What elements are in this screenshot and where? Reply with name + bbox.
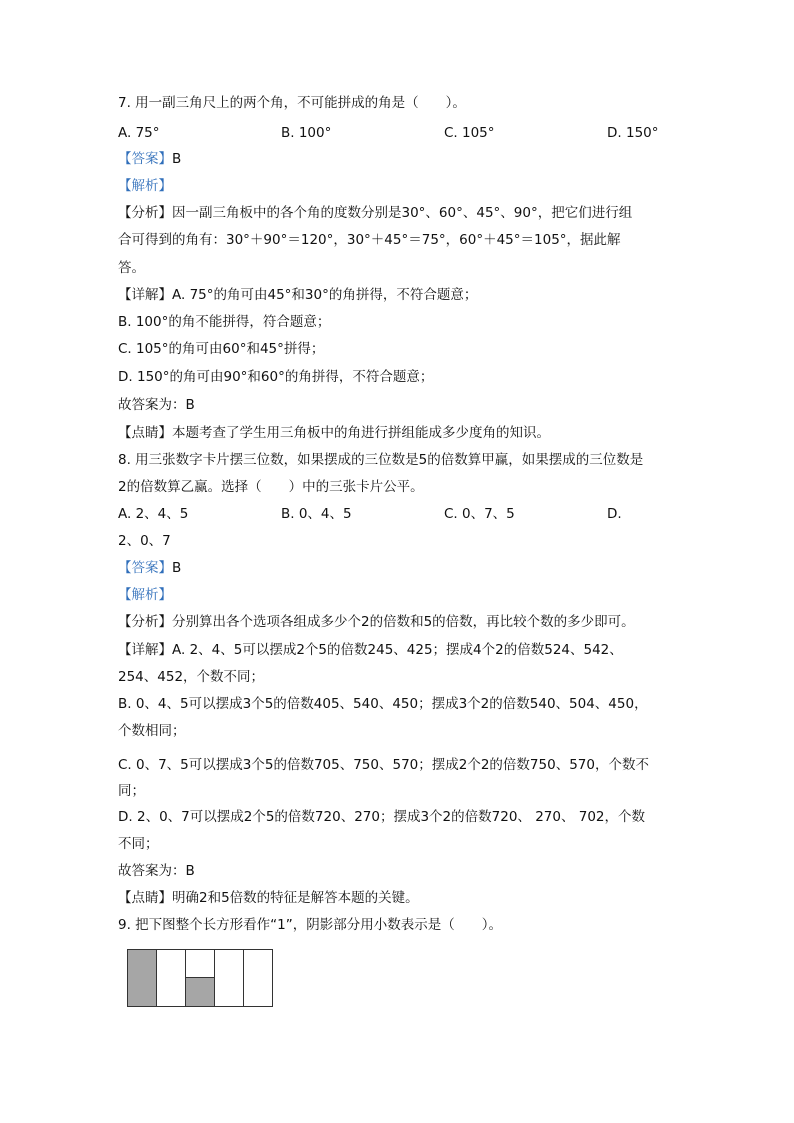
q8-xiangjie-line — [118, 641, 623, 659]
q7-xiangjie-line: C. 105°的角可由60°和45°拼得； — [118, 341, 325, 357]
blank-column — [244, 950, 272, 1006]
q8-option-a: A. 2、4、5 — [118, 506, 189, 522]
shaded-column — [128, 950, 157, 1006]
q7-xiangjie-line — [118, 286, 477, 304]
q7-option-b: B. 100° — [281, 125, 332, 141]
answer-label: 【答案】 — [118, 151, 172, 167]
q8-option-d: D. — [607, 506, 622, 522]
q8-analysis-label: 【解析】 — [118, 587, 172, 603]
fenxi-label: 【分析】 — [118, 614, 172, 630]
q7-fenxi-line — [118, 204, 632, 222]
q7-analysis-label: 【解析】 — [118, 178, 172, 194]
half-shaded-column — [186, 950, 215, 1006]
q8-fenxi — [118, 613, 635, 631]
q8-option-d-values: 2、0、7 — [118, 533, 171, 549]
blank-column — [215, 950, 244, 1006]
fenxi-text: 分别算出各个选项各组成多少个2的倍数和5的倍数，再比较个数的多少即可。 — [172, 614, 635, 630]
dianjing-label: 【点睛】 — [118, 890, 172, 906]
q7-fenxi-line: 答。 — [118, 260, 145, 276]
xiangjie-label: 【详解】 — [118, 287, 172, 303]
answer-label: 【答案】 — [118, 560, 172, 576]
q9-stem: 9. 把下图整个长方形看作“1”，阴影部分用小数表示是（ ）。 — [118, 917, 502, 933]
q8-answer — [118, 559, 181, 577]
q8-xiangjie-line: B. 0、4、5可以摆成3个5的倍数405、540、450；摆成3个2的倍数540、504、450， — [118, 696, 648, 712]
answer-value: B — [172, 560, 182, 576]
q8-conclusion: 故答案为：B — [118, 863, 195, 879]
q7-option-c: C. 105° — [444, 125, 495, 141]
q8-xiangjie-line: 同； — [118, 783, 145, 799]
fenxi-label: 【分析】 — [118, 205, 172, 221]
xiangjie-text: A. 75°的角可由45°和30°的角拼得，不符合题意； — [172, 287, 478, 303]
q7-option-a: A. 75° — [118, 125, 160, 141]
q8-xiangjie-line: D. 2、0、7可以摆成2个5的倍数720、270；摆成3个2的倍数720、 270、 702，个数 — [118, 809, 646, 825]
q7-stem: 7. 用一副三角尺上的两个角，不可能拼成的角是（ ）。 — [118, 95, 466, 111]
dianjing-text: 本题考查了学生用三角板中的角进行拼组能成多少度角的知识。 — [172, 425, 550, 441]
q7-xiangjie-line: D. 150°的角可由90°和60°的角拼得，不符合题意； — [118, 369, 434, 385]
fenxi-text: 因一副三角板中的各个角的度数分别是30°、60°、45°、90°，把它们进行组 — [172, 205, 633, 221]
answer-value: B — [172, 151, 182, 167]
q7-answer — [118, 150, 181, 168]
q8-xiangjie-line: C. 0、7、5可以摆成3个5的倍数705、750、570；摆成2个2的倍数750、570，个数不 — [118, 757, 649, 773]
q8-option-b: B. 0、4、5 — [281, 506, 352, 522]
q8-option-c: C. 0、7、5 — [444, 506, 515, 522]
dianjing-text: 明确2和5倍数的特征是解答本题的关键。 — [172, 890, 419, 906]
q7-option-d: D. 150° — [607, 125, 659, 141]
q8-xiangjie-line: 不同； — [118, 836, 159, 852]
xiangjie-text: A. 2、4、5可以摆成2个5的倍数245、425；摆成4个2的倍数524、542、 — [172, 642, 623, 658]
dianjing-label: 【点睛】 — [118, 425, 172, 441]
blank-column — [157, 950, 186, 1006]
q8-xiangjie-line: 254、452，个数不同； — [118, 669, 265, 685]
q8-stem-line: 2的倍数算乙赢。选择（ ）中的三张卡片公平。 — [118, 479, 424, 495]
rectangle-figure — [127, 949, 273, 1007]
q8-dianjing — [118, 889, 419, 907]
q8-stem-line: 8. 用三张数字卡片摆三位数，如果摆成的三位数是5的倍数算甲赢，如果摆成的三位数是 — [118, 452, 644, 468]
q7-fenxi-line: 合可得到的角有：30°＋90°＝120°，30°＋45°＝75°，60°＋45°＝105°，据此解 — [118, 232, 621, 248]
q7-conclusion: 故答案为：B — [118, 397, 195, 413]
xiangjie-label: 【详解】 — [118, 642, 172, 658]
q7-xiangjie-line: B. 100°的角不能拼得，符合题意； — [118, 314, 331, 330]
q7-dianjing — [118, 424, 550, 442]
shaded-half — [186, 977, 214, 1006]
q8-xiangjie-line: 个数相同； — [118, 723, 186, 739]
